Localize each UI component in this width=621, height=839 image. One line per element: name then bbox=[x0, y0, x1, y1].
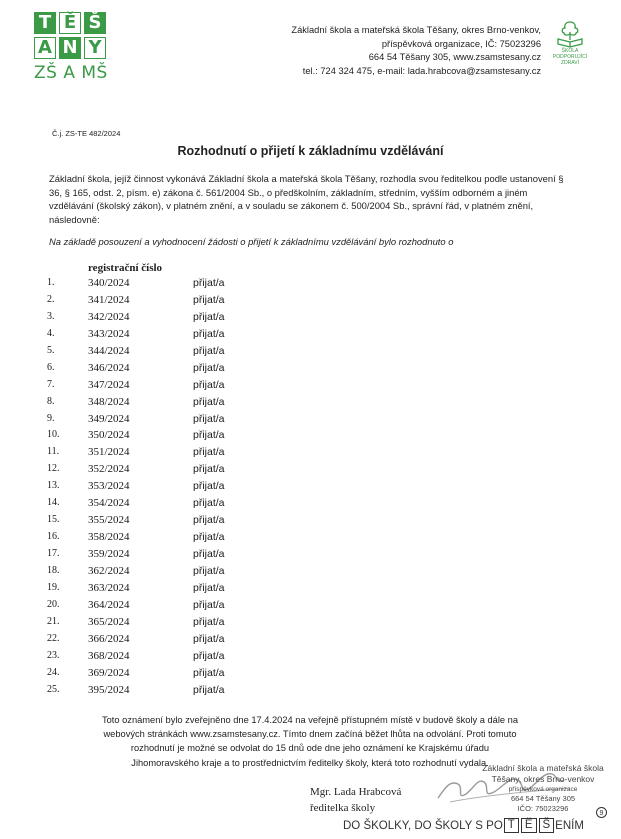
registration-number: 350/2024 bbox=[88, 429, 130, 442]
admission-status: přijat/a bbox=[193, 666, 225, 679]
admission-status: přijat/a bbox=[193, 463, 225, 476]
slogan-suffix: ENÍM bbox=[555, 819, 584, 832]
registration-number: 347/2024 bbox=[88, 378, 130, 391]
admission-status: přijat/a bbox=[193, 327, 225, 340]
registration-number: 362/2024 bbox=[88, 564, 130, 577]
entry-number: 6. bbox=[47, 361, 55, 373]
book-tree-icon bbox=[555, 18, 585, 48]
stamp-line: IČO: 75023296 bbox=[517, 804, 569, 813]
admission-status: přijat/a bbox=[193, 649, 225, 662]
admission-status: přijat/a bbox=[193, 598, 225, 611]
entry-number: 25. bbox=[47, 683, 60, 695]
entry-number: 1. bbox=[47, 277, 55, 288]
registration-number: 340/2024 bbox=[88, 277, 130, 289]
health-school-emblem bbox=[547, 18, 593, 66]
admission-status: přijat/a bbox=[193, 446, 225, 459]
registration-number: 358/2024 bbox=[88, 531, 130, 544]
decision-note: Na základě posouzení a vyhodnocení žádosti o přijetí k základnímu vzdělávání bylo rozhodnuto o bbox=[49, 236, 454, 247]
logo-letter: Y bbox=[84, 37, 106, 59]
registration-number: 348/2024 bbox=[88, 395, 130, 408]
school-address: 664 54 Těšany 305, www.zsamstesany.cz bbox=[368, 52, 541, 62]
stamp-line: 664 54 Těšany 305 bbox=[510, 794, 576, 803]
entry-number: 11. bbox=[47, 446, 60, 458]
registration-number: 364/2024 bbox=[88, 598, 130, 611]
signer-block bbox=[310, 784, 401, 816]
admission-status: přijat/a bbox=[193, 615, 225, 628]
registration-number: 354/2024 bbox=[88, 497, 130, 510]
logo-letter: N bbox=[59, 37, 81, 59]
entry-number: 19. bbox=[47, 581, 60, 593]
registration-number: 366/2024 bbox=[88, 632, 130, 645]
admission-status: přijat/a bbox=[193, 564, 225, 577]
entry-number: 22. bbox=[47, 632, 60, 644]
stamp-line: Základní škola a mateřská škola bbox=[482, 763, 604, 773]
entry-number: 13. bbox=[47, 480, 60, 492]
entry-number: 2. bbox=[47, 293, 55, 305]
admission-status: přijat/a bbox=[193, 310, 225, 323]
admission-status: přijat/a bbox=[193, 344, 225, 357]
school-slogan bbox=[343, 818, 584, 833]
entry-number: 3. bbox=[47, 310, 55, 322]
registration-number: 365/2024 bbox=[88, 615, 130, 628]
admission-status: přijat/a bbox=[193, 581, 225, 594]
intro-paragraph: Základní škola, jejíž činnost vykonává Základní škola a mateřská škola Těšany, rozhodla svou ředitelkou podle ustanovení § 36, § 165, odst. 2, písm. e) zákona č. 561/2004 Sb., o předškolním, základním, středním, vyšším odborném a jiném vzdělávání (školský zákon), v platném znění, a v souladu se zákonem č. 500/2004 Sb., správní řád, v platném znění, následovně: bbox=[49, 173, 564, 225]
registration-number: 344/2024 bbox=[88, 344, 130, 357]
entry-number: 12. bbox=[47, 463, 60, 475]
entry-number: 15. bbox=[47, 514, 60, 526]
school-name: Základní škola a mateřská škola Těšany, okres Brno-venkov, bbox=[291, 25, 541, 35]
slogan-prefix: DO ŠKOLKY, DO ŠKOLY S PO bbox=[343, 819, 503, 832]
slogan-box-letter: T bbox=[504, 818, 519, 833]
registration-number: 349/2024 bbox=[88, 412, 130, 425]
entry-number: 10. bbox=[47, 429, 60, 441]
entry-number: 7. bbox=[47, 378, 55, 390]
entry-number: 5. bbox=[47, 344, 55, 356]
logo-subtitle: ZŠ A MŠ bbox=[34, 63, 108, 83]
logo-letter: T bbox=[34, 12, 56, 34]
registration-number: 342/2024 bbox=[88, 310, 130, 323]
entry-number: 8. bbox=[47, 395, 55, 407]
logo-letter: Ě bbox=[59, 12, 81, 34]
school-organization: příspěvková organizace, IČ: 75023296 bbox=[381, 38, 541, 49]
registration-number: 363/2024 bbox=[88, 581, 130, 594]
registration-number: 368/2024 bbox=[88, 649, 130, 662]
entry-number: 21. bbox=[47, 615, 60, 627]
entry-number: 20. bbox=[47, 598, 60, 610]
admission-status: přijat/a bbox=[193, 412, 225, 425]
notice-line: webových stránkách www.zsamstesany.cz. Tímto dnem začíná běžet lhůta na odvolání. Proti tomuto bbox=[103, 729, 517, 740]
registration-number: 341/2024 bbox=[88, 293, 130, 306]
logo-letter: Š bbox=[84, 12, 106, 34]
emblem-line-2: PODPORUJÍCÍ ZDRAVÍ bbox=[552, 54, 588, 66]
school-contact: tel.: 724 324 475, e-mail: lada.hrabcova@zsamstesany.cz bbox=[302, 65, 541, 76]
slogan-box-letter: Š bbox=[539, 818, 555, 833]
emblem-line-1: ŠKOLA bbox=[561, 48, 579, 54]
entry-number: 4. bbox=[47, 327, 55, 339]
admission-status: přijat/a bbox=[193, 683, 225, 696]
logo-letter: A bbox=[34, 37, 56, 59]
admission-status: přijat/a bbox=[193, 531, 225, 544]
entry-number: 18. bbox=[47, 564, 60, 576]
signer-role: ředitelka školy bbox=[310, 802, 376, 814]
stamp-number: 9 bbox=[596, 807, 607, 818]
admission-status: přijat/a bbox=[193, 293, 225, 306]
reference-number: Č.j. ZS-TE 482/2024 bbox=[52, 129, 121, 138]
admission-status: přijat/a bbox=[193, 632, 225, 645]
registration-number: 359/2024 bbox=[88, 548, 130, 560]
registration-number: 346/2024 bbox=[88, 361, 130, 374]
registration-number: 355/2024 bbox=[88, 514, 130, 527]
notice-line: Toto oznámení bylo zveřejněno dne 17.4.2024 na veřejně přístupném místě v budově školy a dále na bbox=[101, 715, 519, 725]
registration-number: 352/2024 bbox=[88, 463, 130, 476]
registration-number: 395/2024 bbox=[88, 683, 130, 696]
registration-number: 343/2024 bbox=[88, 327, 130, 340]
admission-status: přijat/a bbox=[193, 480, 225, 493]
school-header bbox=[291, 24, 541, 78]
entry-number: 23. bbox=[47, 649, 60, 661]
admission-status: přijat/a bbox=[193, 497, 225, 510]
admission-status: přijat/a bbox=[193, 277, 225, 289]
entry-number: 14. bbox=[47, 497, 60, 509]
admission-status: přijat/a bbox=[193, 514, 225, 527]
entry-number: 9. bbox=[47, 412, 55, 424]
slogan-box-letter: Ě bbox=[521, 818, 537, 833]
admission-status: přijat/a bbox=[193, 395, 225, 408]
notice-line: rozhodnutí je možné se odvolat do 15 dnů ode dne jeho oznámení ke Krajskému úřadu bbox=[130, 743, 490, 754]
admission-status: přijat/a bbox=[193, 548, 225, 560]
school-stamp bbox=[468, 763, 618, 813]
stamp-line: Těšany, okres Brno-venkov bbox=[491, 774, 595, 784]
entry-number: 24. bbox=[47, 666, 60, 678]
admission-status: přijat/a bbox=[193, 429, 225, 442]
admission-status: přijat/a bbox=[193, 378, 225, 391]
school-logo bbox=[34, 12, 114, 83]
document-title: Rozhodnutí o přijetí k základnímu vzdělávání bbox=[177, 144, 444, 158]
registration-number: 353/2024 bbox=[88, 480, 130, 493]
column-header: registrační číslo bbox=[88, 262, 163, 274]
notice-line: Jihomoravského kraje a to prostřednictvím ředitelky školy, která toto rozhodnutí vydala. bbox=[131, 757, 489, 768]
registration-number: 369/2024 bbox=[88, 666, 130, 679]
signer-name: Mgr. Lada Hrabcová bbox=[310, 786, 402, 798]
stamp-line: příspěvková organizace bbox=[508, 786, 578, 793]
entry-number: 16. bbox=[47, 531, 60, 543]
registration-number: 351/2024 bbox=[88, 446, 130, 459]
admission-status: přijat/a bbox=[193, 361, 225, 374]
entry-number: 17. bbox=[47, 548, 60, 559]
